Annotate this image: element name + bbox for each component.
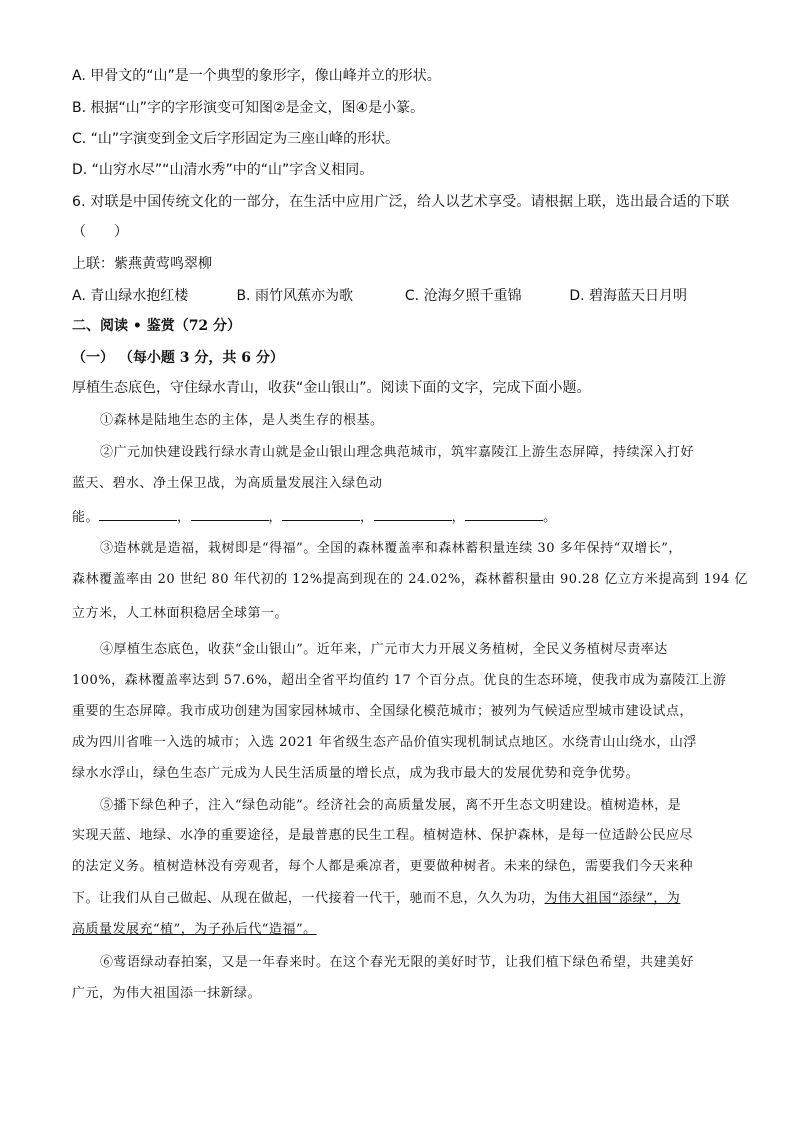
passage-para-3-line-3: 立方米，人工林面积稳居全球第一。 (72, 606, 289, 621)
passage-para-5-line-3: 的法定义务。植树造林没有旁观者，每个人都是乘凉者，更要做种树者。未来的绿色，需要我们今天来种 (72, 859, 694, 874)
passage-para-6-line-1: ⑥莺语绿动春拍案，又是一年春来时。在这个春光无限的美好时节，让我们植下绿色希望，共建美好 (100, 955, 695, 970)
q5-option-c: C. “山”字演变到金文后字形固定为三座山峰的形状。 (72, 131, 400, 147)
passage-para-2-line-2: 蓝天、碧水、净土保卫战，为高质量发展注入绿色动 (72, 476, 383, 491)
passage-para-2-line-3 (72, 507, 557, 528)
q6-option-a: A. 青山绿水抱红楼 (72, 288, 189, 304)
q6-options (72, 286, 687, 306)
passage-para-3-line-1: ③造林就是造福，栽树即是“得福”。全国的森林覆盖率和森林蓄积量连续 30 多年保持“双增长”， (100, 541, 682, 556)
passage-para-3-line-2: 森林覆盖率由 20 世纪 80 年代初的 12%提高到现在的 24.02%，森林蓄积量由 90.28 亿立方米提高到 194 亿 (72, 572, 748, 587)
passage-para-1: ①森林是陆地生态的主体，是人类生存的根基。 (100, 413, 384, 428)
passage-para-5-line-1: ⑤播下绿色种子，注入“绿色动能”。经济社会的高质量发展，离不开生态文明建设。植树造林，是 (100, 798, 682, 813)
q5-option-a: A. 甲骨文的“山”是一个典型的象形字，像山峰并立的形状。 (72, 68, 441, 84)
q6-option-d: D. 碧海蓝天日月明 (569, 288, 688, 304)
comma-4: ， (451, 510, 466, 525)
passage-para-4-line-3: 重要的生态屏障。我市成功创建为国家园林城市、全国绿化模范城市；被列为气候适应型城市建设试点， (72, 704, 694, 719)
part-title: （一） （每小题 3 分，共 6 分） (72, 350, 284, 366)
fill-blank-1[interactable] (99, 507, 177, 521)
fill-blank-4[interactable] (374, 507, 452, 521)
q5-option-d: D. “山穷水尽”“山清水秀”中的“山”字含义相同。 (72, 162, 374, 178)
passage-para-4-line-4: 成为四川省唯一入选的城市；入选 2021 年省级生态产品价值实现机制试点地区。水绕青山山绕水，山浮 (72, 735, 697, 750)
fill-blank-3[interactable] (282, 507, 360, 521)
period: 。 (543, 510, 557, 525)
p5-line-4-plain: 下。让我们从自己做起、从现在做起，一代接着一代干，驰而不息，久久为功， (72, 891, 545, 906)
comma-3: ， (360, 510, 374, 525)
passage-para-4-line-2: 100%，森林覆盖率达到 57.6%，超出全省平均值约 17 个百分点。优良的生态环境，使我市成为嘉陵江上游 (72, 673, 727, 688)
blank-lead: 能。 (72, 510, 100, 525)
underlined-sentence-start: 为伟大祖国“添绿”，为 (544, 891, 681, 906)
q6-option-b: B. 雨竹风蕉亦为歌 (236, 288, 353, 304)
q6-upper-couplet: 上联：紫燕黄莺鸣翠柳 (72, 256, 212, 272)
passage-para-2-line-1: ②广元加快建设践行绿水青山就是金山银山理念典范城市，筑牢嘉陵江上游生态屏障，持续深入打好 (100, 445, 695, 460)
comma-1: ， (177, 510, 191, 525)
comma-2: ， (268, 510, 283, 525)
passage-para-5-line-2: 实现天蓝、地绿、水净的重要途径，是最普惠的民生工程。植树造林、保护森林，是每一位适龄公民应尽 (72, 828, 694, 843)
passage-para-5-line-5: 高质量发展充“植”，为子孙后代“造福”。 (72, 922, 317, 937)
q6-option-c: C. 沧海夕照千重锦 (404, 288, 522, 304)
fill-blank-2[interactable] (191, 507, 269, 521)
passage-para-5-line-4 (72, 889, 680, 909)
section-title: 二、阅读 • 鉴赏（72 分） (72, 318, 242, 334)
q5-option-b: B. 根据“山”字的字形演变可知图②是金文，图④是小篆。 (72, 100, 425, 116)
q6-stem: 6. 对联是中国传统文化的一部分，在生活中应用广泛，给人以艺术享受。请根据上联，选出最合适的下联 (72, 194, 730, 210)
reading-intro: 厚植生态底色，守住绿水青山，收获“金山银山”。阅读下面的文字，完成下面小题。 (72, 380, 591, 396)
passage-para-4-line-1: ④厚植生态底色，收获“金山银山”。近年来，广元市大力开展义务植树，全民义务植树尽责率达 (100, 642, 668, 657)
passage-para-4-line-5: 绿水水浮山，绿色生态广元成为人民生活质量的增长点，成为我市最大的发展优势和竞争优势。 (72, 766, 640, 781)
passage-para-6-line-2: 广元，为伟大祖国添一抹新绿。 (72, 986, 262, 1001)
q6-answer-paren: （ ） (72, 224, 128, 240)
fill-blank-5[interactable] (465, 507, 543, 521)
